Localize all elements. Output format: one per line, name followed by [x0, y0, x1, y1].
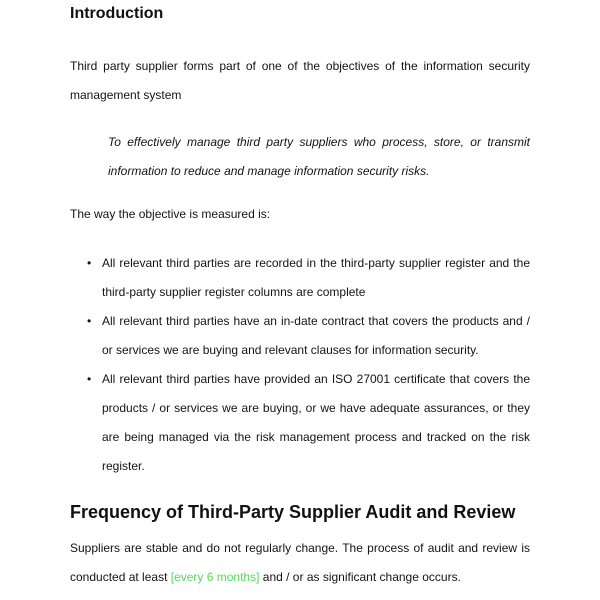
bullet-icon: •: [87, 314, 92, 328]
list-item-text: All relevant third parties have provided an ISO 27001 certificate that covers the products / or services we are buying, or we have adequate assurances, or they are being managed via the risk management process and tracked on the risk register.: [102, 372, 530, 473]
review-interval-placeholder: [every 6 months]: [170, 570, 260, 584]
paragraph-measurement: The way the objective is measured is:: [70, 207, 271, 221]
list-item-text: All relevant third parties have an in-date contract that covers the products and / or services we are buying and relevant clauses for information security.: [102, 314, 530, 357]
list-item: [70, 249, 530, 307]
heading-introduction: Introduction: [70, 5, 164, 22]
paragraph-frequency: [70, 534, 530, 592]
measurement-bullet-list: [70, 249, 530, 481]
list-item: [70, 307, 530, 365]
list-item-text: All relevant third parties are recorded in the third-party supplier register and the third-party supplier register columns are complete: [102, 256, 530, 299]
frequency-text-before: Suppliers are stable and do not regularly change. The process of audit and review is conducted at least: [70, 541, 530, 584]
list-item: [70, 365, 530, 481]
objective-quote: To effectively manage third party suppliers who process, store, or transmit information to reduce and manage information security risks.: [108, 135, 530, 178]
heading-frequency: Frequency of Third-Party Supplier Audit and Review: [70, 502, 516, 522]
frequency-text-after: and / or as significant change occurs.: [259, 570, 461, 584]
bullet-icon: •: [87, 256, 92, 270]
bullet-icon: •: [87, 372, 92, 386]
paragraph-intro: Third party supplier forms part of one of the objectives of the information security management system: [70, 59, 530, 102]
